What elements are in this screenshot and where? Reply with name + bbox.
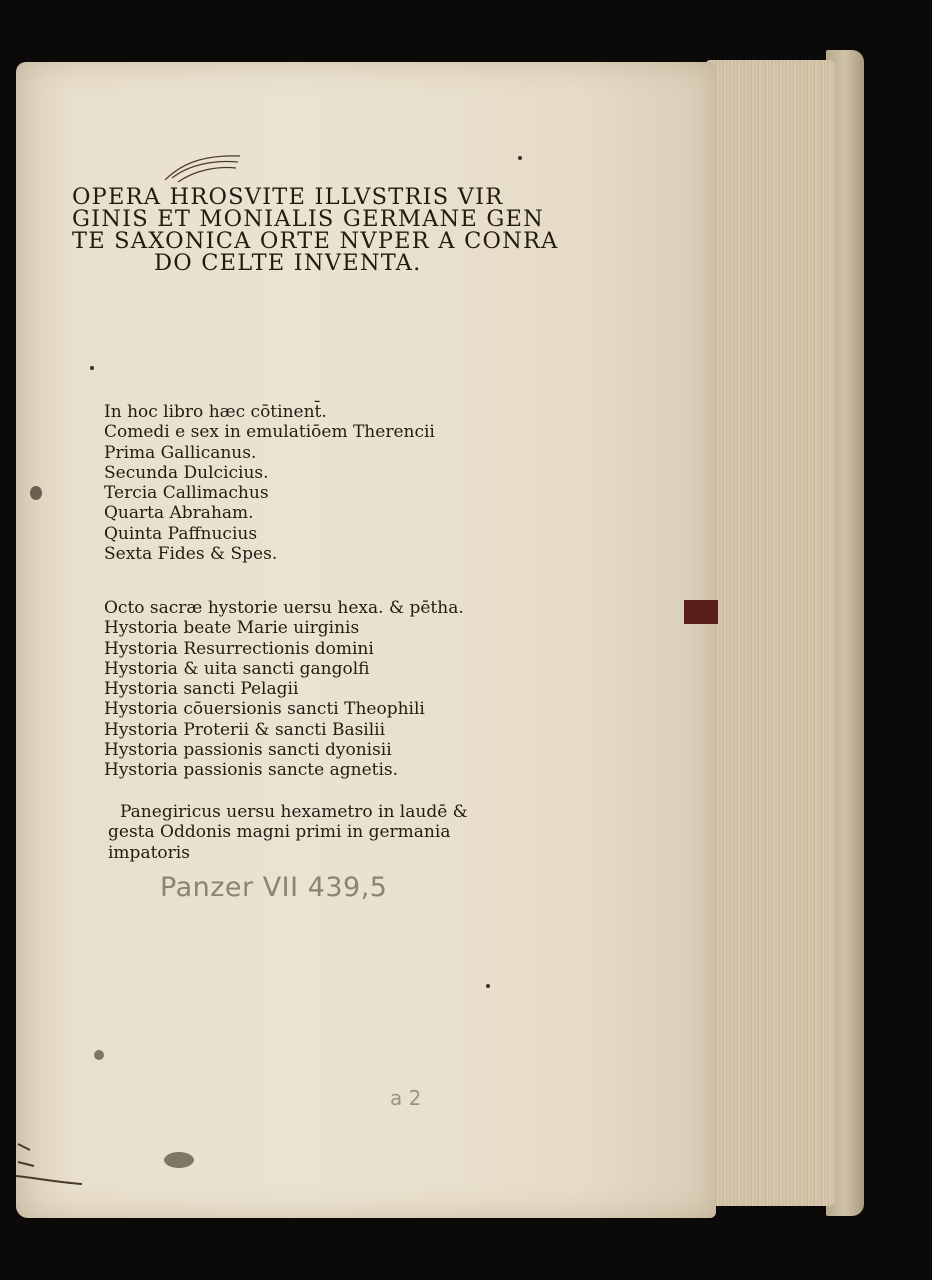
histories-line: Hystoria beate Marie uirginis (104, 618, 360, 639)
histories-line: Hystoria passionis sancti dyonisii (104, 740, 392, 761)
panegyric-line: Panegiricus uersu hexametro in laudē & (120, 802, 468, 822)
title-line-2: GINIS ET MONIALIS GERMANE GEN (72, 206, 545, 232)
panegyric-line: impatoris (108, 842, 190, 863)
panegyric-block (108, 802, 468, 863)
signature-mark: a 2 (390, 1086, 422, 1110)
title-block (72, 184, 559, 276)
ink-speck (94, 1050, 104, 1060)
contents-line: Sexta Fides & Spes. (104, 544, 278, 565)
contents-line: Tercia Callimachus (104, 483, 269, 504)
contents-list (104, 402, 435, 564)
title-line-3: TE SAXONICA ORTE NVPER A CONRA (72, 228, 559, 254)
histories-line: Hystoria & uita sancti gangolfi (104, 658, 370, 679)
contents-line: Comedi e sex in emulatiōem Therencii (104, 422, 435, 443)
contents-line: Quinta Paffnucius (104, 523, 258, 544)
histories-line: Hystoria sancti Pelagii (104, 679, 299, 700)
red-bookmark-tab (684, 600, 718, 624)
ink-scribble (16, 1140, 86, 1190)
ink-speck (486, 984, 490, 988)
histories-list (104, 598, 464, 781)
page-fore-edge (706, 60, 836, 1206)
histories-line: Hystoria Resurrectionis domini (104, 638, 374, 659)
title-line-4: DO CELTE INVENTA. (154, 250, 422, 276)
panegyric-line: gesta Oddonis magni primi in germania (108, 822, 451, 843)
ink-speck (30, 486, 42, 500)
contents-line: Prima Gallicanus. (104, 442, 257, 463)
ink-speck (90, 366, 94, 370)
histories-line: Hystoria passionis sancte agnetis. (104, 760, 399, 781)
contents-line: Secunda Dulcicius. (104, 462, 269, 483)
title-line-1: OPERA HROSVITE ILLVSTRIS VIR (72, 184, 504, 210)
contents-line: In hoc libro hæc cōtinent̄. (104, 402, 327, 422)
histories-line: Octo sacræ hystorie uersu hexa. & pētha. (104, 598, 464, 618)
histories-line: Hystoria Proterii & sancti Basilii (104, 719, 386, 740)
histories-line: Hystoria cōuersionis sancti Theophili (104, 699, 425, 720)
pencil-catalog-note: Panzer VII 439,5 (160, 872, 388, 903)
ink-speck (164, 1152, 194, 1168)
contents-line: Quarta Abraham. (104, 503, 254, 524)
ink-speck (518, 156, 522, 160)
